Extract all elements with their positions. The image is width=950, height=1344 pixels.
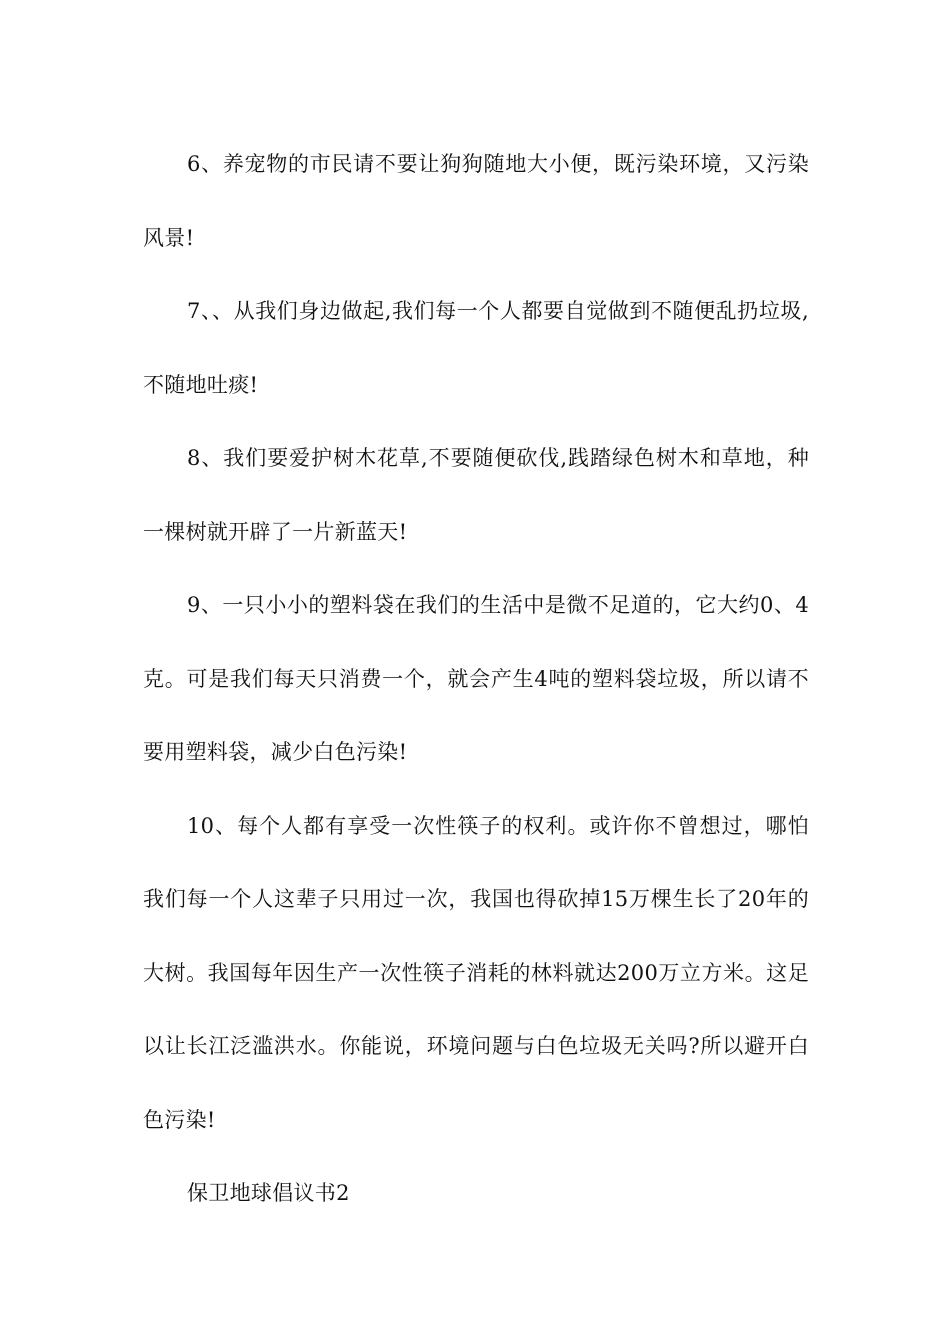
paragraph-item-9: 9、一只小小的塑料袋在我们的生活中是微不足道的，它大约0、4克。可是我们每天只消费一个，就会产生4吨的塑料袋垃圾，所以请不要用塑料袋，减少白色污染! [143, 593, 809, 764]
section-heading: 保卫地球倡议书2 [187, 1181, 350, 1205]
document-body [143, 128, 809, 1231]
paragraph-item-10: 10、每个人都有享受一次性筷子的权利。或许你不曾想过，哪怕我们每一个人这辈子只用过一次，我国也得砍掉15万棵生长了20年的大树。我国每年因生产一次性筷子消耗的林料就达200万立方米。这足以让长江泛滥洪水。你能说，环境问题与白色垃圾无关吗?所以避开白色污染! [143, 813, 809, 1132]
paragraph-item-7: 7、、从我们身边做起,我们每一个人都要自觉做到不随便乱扔垃圾,不随地吐痰! [143, 299, 809, 397]
paragraph-item-6: 6、养宠物的市民请不要让狗狗随地大小便，既污染环境，又污染风景! [143, 152, 809, 250]
paragraph-item-8: 8、我们要爱护树木花草,不要随便砍伐,践踏绿色树木和草地，种一棵树就开辟了一片新蓝天! [143, 446, 809, 544]
